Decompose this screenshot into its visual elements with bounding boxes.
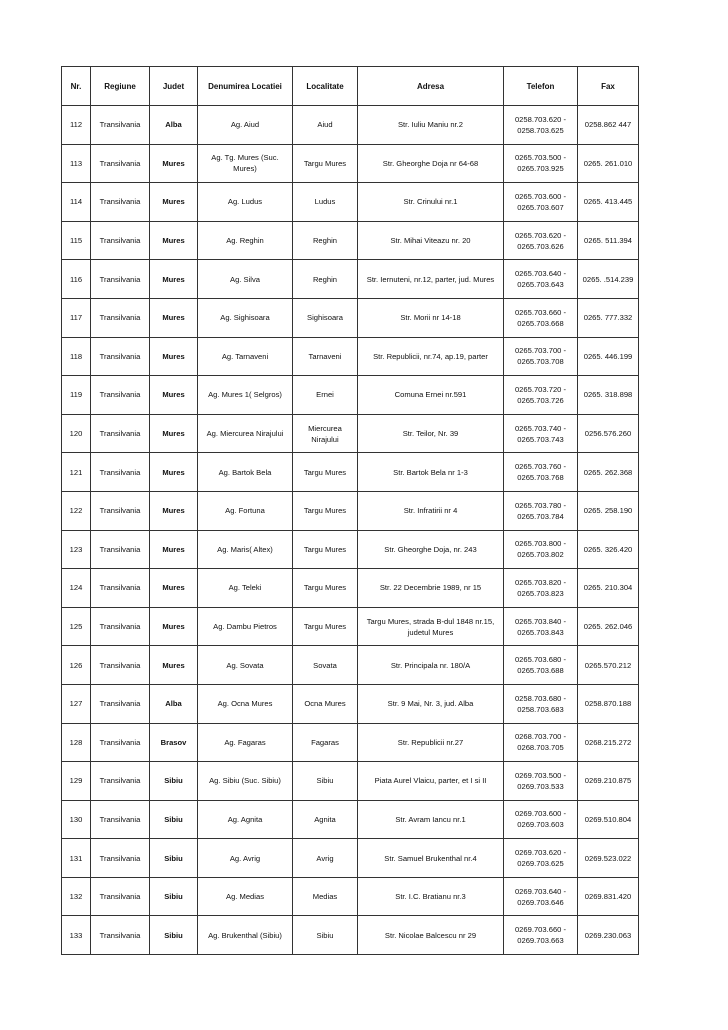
phone-line: 0265.703.708 [517, 357, 564, 367]
cell-judet: Mures [150, 453, 198, 492]
cell-adresa: Str. Morii nr 14-18 [358, 298, 504, 337]
phone-line: 0265.703.680 - [514, 655, 567, 665]
cell-regiune: Transilvania [91, 762, 150, 801]
cell-telefon [504, 607, 578, 646]
cell-nr: 130 [62, 800, 91, 839]
cell-nr: 133 [62, 916, 91, 955]
cell-regiune: Transilvania [91, 646, 150, 685]
cell-adresa: Comuna Ernei nr.591 [358, 376, 504, 415]
cell-adresa: Str. 22 Decembrie 1989, nr 15 [358, 569, 504, 608]
cell-localitate: Ernei [293, 376, 358, 415]
cell-denumire: Ag. Mures 1( Selgros) [198, 376, 293, 415]
cell-denumire: Ag. Sighisoara [198, 298, 293, 337]
cell-nr: 114 [62, 183, 91, 222]
cell-regiune: Transilvania [91, 684, 150, 723]
cell-fax: 0269.523.022 [578, 839, 639, 878]
cell-localitate: Fagaras [293, 723, 358, 762]
cell-nr: 116 [62, 260, 91, 299]
table-row [62, 530, 639, 569]
header-localitate: Localitate [293, 67, 358, 106]
cell-judet: Mures [150, 646, 198, 685]
cell-regiune: Transilvania [91, 916, 150, 955]
cell-adresa: Str. Infratirii nr 4 [358, 491, 504, 530]
cell-judet: Mures [150, 491, 198, 530]
table-row [62, 491, 639, 530]
phone-line: 0265.703.700 - [514, 346, 567, 356]
cell-adresa: Str. Avram Iancu nr.1 [358, 800, 504, 839]
cell-nr: 124 [62, 569, 91, 608]
phone-line: 0258.703.620 - [514, 114, 567, 124]
cell-telefon [504, 839, 578, 878]
cell-adresa: Str. Principala nr. 180/A [358, 646, 504, 685]
header-regiune: Regiune [91, 67, 150, 106]
cell-fax: 0256.576.260 [578, 414, 639, 453]
cell-denumire: Ag. Fagaras [198, 723, 293, 762]
header-judet: Judet [150, 67, 198, 106]
cell-nr: 123 [62, 530, 91, 569]
cell-nr: 131 [62, 839, 91, 878]
cell-judet: Mures [150, 376, 198, 415]
phone-line: 0265.703.820 - [514, 577, 567, 587]
cell-localitate: Targu Mures [293, 144, 358, 183]
table-row [62, 376, 639, 415]
cell-regiune: Transilvania [91, 260, 150, 299]
header-nr: Nr. [62, 67, 91, 106]
table-row [62, 144, 639, 183]
cell-nr: 115 [62, 221, 91, 260]
cell-judet: Mures [150, 569, 198, 608]
cell-regiune: Transilvania [91, 453, 150, 492]
header-row [62, 67, 639, 106]
cell-judet: Brasov [150, 723, 198, 762]
phone-line: 0265.703.925 [517, 164, 564, 174]
cell-judet: Mures [150, 298, 198, 337]
cell-judet: Alba [150, 684, 198, 723]
cell-telefon [504, 800, 578, 839]
cell-regiune: Transilvania [91, 376, 150, 415]
table-body [62, 106, 639, 955]
cell-regiune: Transilvania [91, 414, 150, 453]
cell-telefon [504, 877, 578, 916]
phone-line: 0265.703.743 [517, 434, 564, 444]
cell-nr: 117 [62, 298, 91, 337]
cell-judet: Mures [150, 144, 198, 183]
cell-nr: 125 [62, 607, 91, 646]
cell-localitate: Agnita [293, 800, 358, 839]
table-row [62, 414, 639, 453]
cell-judet: Sibiu [150, 839, 198, 878]
cell-localitate: Targu Mures [293, 491, 358, 530]
header-adresa: Adresa [358, 67, 504, 106]
cell-denumire: Ag. Medias [198, 877, 293, 916]
phone-line: 0265.703.600 - [514, 191, 567, 201]
cell-denumire: Ag. Tg. Mures (Suc. Mures) [198, 144, 293, 183]
table-row [62, 260, 639, 299]
cell-adresa: Piata Aurel Vlaicu, parter, et I si II [358, 762, 504, 801]
cell-localitate: Reghin [293, 260, 358, 299]
cell-adresa: Str. Republicii nr.27 [358, 723, 504, 762]
cell-nr: 121 [62, 453, 91, 492]
cell-nr: 113 [62, 144, 91, 183]
cell-judet: Mures [150, 260, 198, 299]
cell-adresa: Str. Gheorghe Doja, nr. 243 [358, 530, 504, 569]
header-denumire: Denumirea Locatiei [198, 67, 293, 106]
cell-denumire: Ag. Avrig [198, 839, 293, 878]
table-row [62, 646, 639, 685]
cell-denumire: Ag. Tarnaveni [198, 337, 293, 376]
cell-regiune: Transilvania [91, 491, 150, 530]
cell-denumire: Ag. Fortuna [198, 491, 293, 530]
cell-fax: 0269.510.804 [578, 800, 639, 839]
cell-fax: 0265. 446.199 [578, 337, 639, 376]
cell-fax: 0265. 511.394 [578, 221, 639, 260]
phone-line: 0268.703.705 [517, 743, 564, 753]
phone-line: 0265.703.640 - [514, 269, 567, 279]
cell-judet: Mures [150, 530, 198, 569]
cell-nr: 132 [62, 877, 91, 916]
cell-nr: 127 [62, 684, 91, 723]
table-row [62, 221, 639, 260]
cell-telefon [504, 337, 578, 376]
phone-line: 0265.703.660 - [514, 307, 567, 317]
cell-regiune: Transilvania [91, 839, 150, 878]
cell-denumire: Ag. Ocna Mures [198, 684, 293, 723]
cell-localitate: Targu Mures [293, 453, 358, 492]
cell-telefon [504, 183, 578, 222]
table-row [62, 453, 639, 492]
cell-fax: 0265. 210.304 [578, 569, 639, 608]
cell-localitate: Targu Mures [293, 607, 358, 646]
cell-telefon [504, 221, 578, 260]
cell-localitate: Miercurea Nirajului [293, 414, 358, 453]
cell-judet: Sibiu [150, 762, 198, 801]
table-row [62, 684, 639, 723]
cell-regiune: Transilvania [91, 569, 150, 608]
cell-adresa: Str. Republicii, nr.74, ap.19, parter [358, 337, 504, 376]
phone-line: 0269.703.646 [517, 897, 564, 907]
cell-judet: Mures [150, 183, 198, 222]
cell-fax: 0265. 262.046 [578, 607, 639, 646]
cell-adresa: Str. Teilor, Nr. 39 [358, 414, 504, 453]
phone-line: 0265.703.726 [517, 395, 564, 405]
phone-line: 0265.703.500 - [514, 153, 567, 163]
cell-judet: Mures [150, 414, 198, 453]
cell-fax: 0258.862 447 [578, 106, 639, 145]
phone-line: 0258.703.680 - [514, 693, 567, 703]
phone-line: 0269.703.640 - [514, 886, 567, 896]
phone-line: 0265.703.643 [517, 280, 564, 290]
cell-fax: 0265.570.212 [578, 646, 639, 685]
cell-nr: 129 [62, 762, 91, 801]
cell-telefon [504, 762, 578, 801]
phone-line: 0265.703.800 - [514, 539, 567, 549]
cell-fax: 0268.215.272 [578, 723, 639, 762]
table-row [62, 298, 639, 337]
phone-line: 0258.703.625 [517, 125, 564, 135]
header-telefon: Telefon [504, 67, 578, 106]
cell-judet: Mures [150, 337, 198, 376]
cell-adresa: Str. Bartok Bela nr 1-3 [358, 453, 504, 492]
cell-telefon [504, 453, 578, 492]
cell-telefon [504, 723, 578, 762]
cell-regiune: Transilvania [91, 183, 150, 222]
phone-line: 0269.703.625 [517, 859, 564, 869]
cell-judet: Sibiu [150, 916, 198, 955]
cell-fax: 0265. 326.420 [578, 530, 639, 569]
cell-telefon [504, 298, 578, 337]
phone-line: 0265.703.620 - [514, 230, 567, 240]
cell-judet: Sibiu [150, 800, 198, 839]
table-row [62, 106, 639, 145]
phone-line: 0265.703.840 - [514, 616, 567, 626]
cell-regiune: Transilvania [91, 800, 150, 839]
cell-denumire: Ag. Sovata [198, 646, 293, 685]
table-row [62, 839, 639, 878]
phone-line: 0269.703.663 [517, 936, 564, 946]
cell-judet: Alba [150, 106, 198, 145]
cell-telefon [504, 144, 578, 183]
cell-adresa: Str. I.C. Bratianu nr.3 [358, 877, 504, 916]
phone-line: 0265.703.780 - [514, 500, 567, 510]
cell-localitate: Avrig [293, 839, 358, 878]
cell-nr: 120 [62, 414, 91, 453]
table-row [62, 337, 639, 376]
cell-denumire: Ag. Bartok Bela [198, 453, 293, 492]
cell-telefon [504, 106, 578, 145]
cell-regiune: Transilvania [91, 106, 150, 145]
cell-fax: 0265. 318.898 [578, 376, 639, 415]
cell-judet: Mures [150, 607, 198, 646]
table-row [62, 762, 639, 801]
cell-denumire: Ag. Reghin [198, 221, 293, 260]
phone-line: 0265.703.720 - [514, 384, 567, 394]
phone-line: 0269.703.533 [517, 781, 564, 791]
cell-adresa: Str. 9 Mai, Nr. 3, jud. Alba [358, 684, 504, 723]
cell-localitate: Tarnaveni [293, 337, 358, 376]
cell-fax: 0269.831.420 [578, 877, 639, 916]
phone-line: 0265.703.768 [517, 473, 564, 483]
phone-line: 0265.703.760 - [514, 462, 567, 472]
cell-denumire: Ag. Brukenthal (Sibiu) [198, 916, 293, 955]
cell-nr: 122 [62, 491, 91, 530]
phone-line: 0265.703.607 [517, 202, 564, 212]
cell-denumire: Ag. Ludus [198, 183, 293, 222]
cell-adresa: Str. Iuliu Maniu nr.2 [358, 106, 504, 145]
cell-fax: 0265. .514.239 [578, 260, 639, 299]
phone-line: 0265.703.688 [517, 666, 564, 676]
cell-denumire: Ag. Silva [198, 260, 293, 299]
cell-regiune: Transilvania [91, 221, 150, 260]
cell-fax: 0265. 413.445 [578, 183, 639, 222]
cell-regiune: Transilvania [91, 337, 150, 376]
cell-localitate: Reghin [293, 221, 358, 260]
cell-nr: 126 [62, 646, 91, 685]
phone-line: 0269.703.660 - [514, 925, 567, 935]
cell-adresa: Str. Iernuteni, nr.12, parter, jud. Mures [358, 260, 504, 299]
cell-telefon [504, 260, 578, 299]
cell-fax: 0265. 777.332 [578, 298, 639, 337]
locations-sheet [61, 66, 639, 955]
table-row [62, 183, 639, 222]
table-row [62, 723, 639, 762]
cell-localitate: Aiud [293, 106, 358, 145]
cell-telefon [504, 646, 578, 685]
cell-adresa: Str. Nicolae Balcescu nr 29 [358, 916, 504, 955]
phone-line: 0265.703.668 [517, 318, 564, 328]
cell-adresa: Str. Gheorghe Doja nr 64-68 [358, 144, 504, 183]
cell-regiune: Transilvania [91, 877, 150, 916]
cell-fax: 0269.230.063 [578, 916, 639, 955]
phone-line: 0265.703.740 - [514, 423, 567, 433]
cell-localitate: Sibiu [293, 916, 358, 955]
phone-line: 0269.703.600 - [514, 809, 567, 819]
phone-line: 0265.703.843 [517, 627, 564, 637]
cell-localitate: Medias [293, 877, 358, 916]
cell-telefon [504, 376, 578, 415]
cell-localitate: Sibiu [293, 762, 358, 801]
cell-judet: Sibiu [150, 877, 198, 916]
cell-localitate: Targu Mures [293, 569, 358, 608]
cell-localitate: Targu Mures [293, 530, 358, 569]
phone-line: 0265.703.784 [517, 511, 564, 521]
cell-denumire: Ag. Aiud [198, 106, 293, 145]
cell-telefon [504, 916, 578, 955]
table-row [62, 916, 639, 955]
cell-regiune: Transilvania [91, 144, 150, 183]
cell-adresa: Str. Samuel Brukenthal nr.4 [358, 839, 504, 878]
phone-line: 0269.703.620 - [514, 848, 567, 858]
cell-denumire: Ag. Maris( Altex) [198, 530, 293, 569]
cell-adresa: Str. Mihai Viteazu nr. 20 [358, 221, 504, 260]
locations-table [61, 66, 639, 955]
header-fax: Fax [578, 67, 639, 106]
cell-denumire: Ag. Sibiu (Suc. Sibiu) [198, 762, 293, 801]
cell-localitate: Ludus [293, 183, 358, 222]
cell-telefon [504, 414, 578, 453]
cell-localitate: Sighisoara [293, 298, 358, 337]
table-row [62, 569, 639, 608]
table-row [62, 800, 639, 839]
cell-judet: Mures [150, 221, 198, 260]
cell-fax: 0258.870.188 [578, 684, 639, 723]
cell-regiune: Transilvania [91, 723, 150, 762]
table-row [62, 607, 639, 646]
cell-nr: 112 [62, 106, 91, 145]
cell-adresa: Str. Crinului nr.1 [358, 183, 504, 222]
cell-nr: 118 [62, 337, 91, 376]
cell-telefon [504, 530, 578, 569]
cell-denumire: Ag. Miercurea Nirajului [198, 414, 293, 453]
cell-fax: 0265. 258.190 [578, 491, 639, 530]
phone-line: 0265.703.626 [517, 241, 564, 251]
cell-telefon [504, 491, 578, 530]
cell-fax: 0265. 262.368 [578, 453, 639, 492]
cell-fax: 0269.210.875 [578, 762, 639, 801]
table-row [62, 877, 639, 916]
cell-denumire: Ag. Agnita [198, 800, 293, 839]
phone-line: 0265.703.802 [517, 550, 564, 560]
cell-regiune: Transilvania [91, 607, 150, 646]
cell-denumire: Ag. Dambu Pietros [198, 607, 293, 646]
cell-nr: 119 [62, 376, 91, 415]
phone-line: 0269.703.500 - [514, 770, 567, 780]
cell-localitate: Sovata [293, 646, 358, 685]
cell-regiune: Transilvania [91, 298, 150, 337]
cell-regiune: Transilvania [91, 530, 150, 569]
phone-line: 0258.703.683 [517, 704, 564, 714]
cell-adresa: Targu Mures, strada B-dul 1848 nr.15, judetul Mures [358, 607, 504, 646]
phone-line: 0269.703.603 [517, 820, 564, 830]
cell-nr: 128 [62, 723, 91, 762]
cell-denumire: Ag. Teleki [198, 569, 293, 608]
cell-fax: 0265. 261.010 [578, 144, 639, 183]
cell-localitate: Ocna Mures [293, 684, 358, 723]
phone-line: 0268.703.700 - [514, 732, 567, 742]
phone-line: 0265.703.823 [517, 588, 564, 598]
cell-telefon [504, 569, 578, 608]
cell-telefon [504, 684, 578, 723]
